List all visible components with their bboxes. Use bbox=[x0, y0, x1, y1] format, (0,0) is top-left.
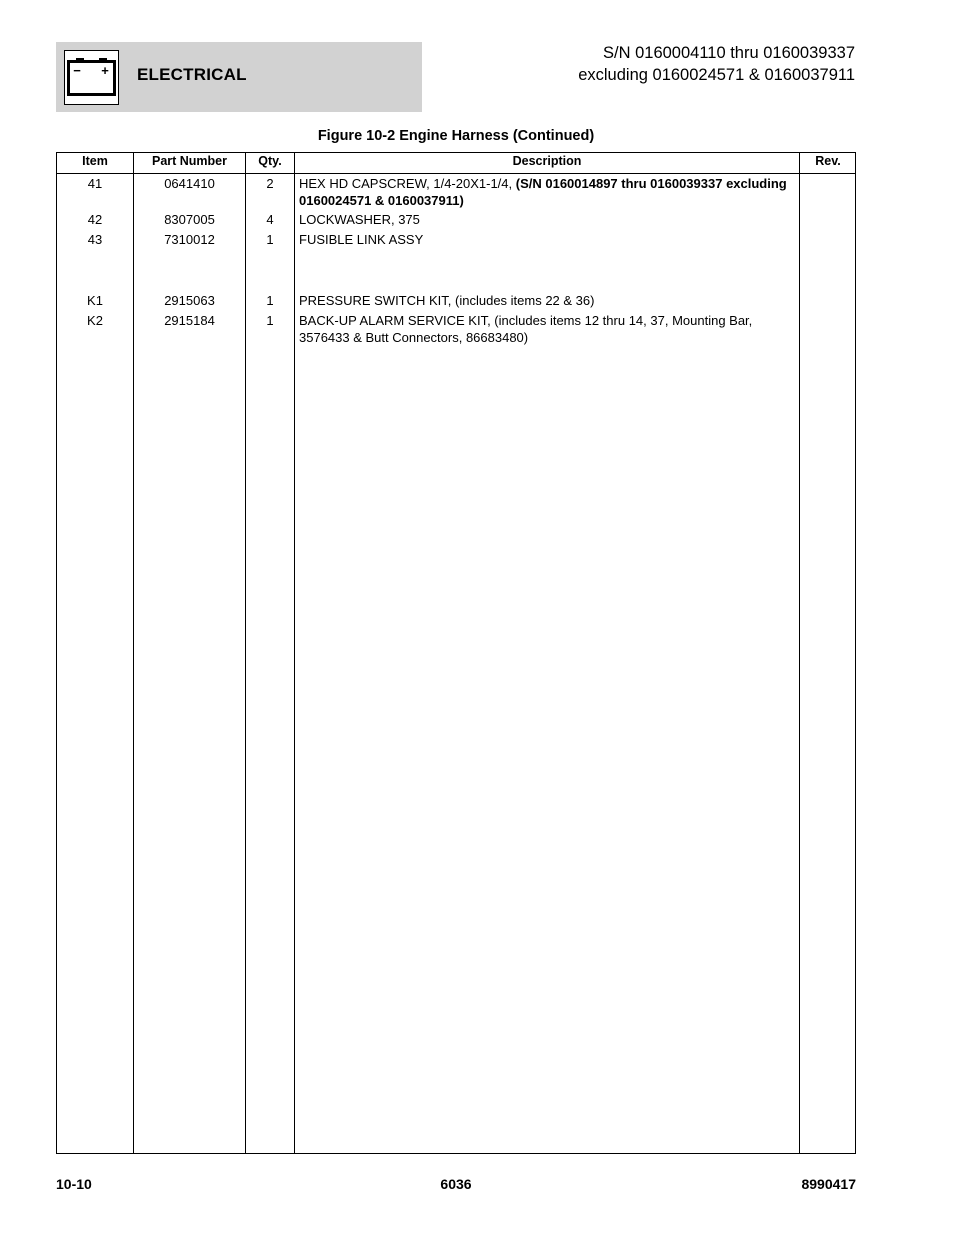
manual-number: 8990417 bbox=[801, 1176, 856, 1192]
item-number: 41 bbox=[87, 176, 103, 191]
part-number: 7310012 bbox=[164, 232, 215, 247]
battery-icon bbox=[64, 50, 119, 105]
column-header-part-number: Part Number bbox=[151, 154, 228, 168]
description: FUSIBLE LINK ASSY bbox=[299, 232, 424, 247]
section-title: ELECTRICAL bbox=[137, 65, 247, 84]
quantity: 1 bbox=[266, 232, 274, 247]
column-header-item: Item bbox=[82, 154, 108, 168]
column-header-qty: Qty. bbox=[258, 154, 282, 168]
column-divider bbox=[294, 153, 295, 1153]
minus-sign: − bbox=[73, 63, 81, 78]
serial-range bbox=[578, 42, 855, 86]
description: LOCKWASHER, 375 bbox=[299, 212, 420, 227]
description bbox=[299, 175, 794, 209]
part-number: 2915063 bbox=[164, 293, 215, 308]
description: BACK-UP ALARM SERVICE KIT, (includes items 12 thru 14, 37, Mounting Bar, 3576433 & Butt Connectors, 86683480) bbox=[299, 313, 753, 345]
parts-table bbox=[56, 152, 856, 1154]
description-text: HEX HD CAPSCREW, 1/4-20X1-1/4, bbox=[299, 176, 516, 191]
quantity: 4 bbox=[266, 212, 274, 227]
header-divider bbox=[57, 173, 855, 174]
page-number: 10-10 bbox=[56, 1176, 92, 1192]
model-number: 6036 bbox=[440, 1176, 472, 1192]
description-serial-note: (S/N 0160014897 thru 0160039337 excluding 0160024571 & 0160037911) bbox=[299, 176, 787, 208]
column-header-rev: Rev. bbox=[815, 154, 841, 168]
quantity: 1 bbox=[266, 313, 274, 328]
item-number: 43 bbox=[87, 232, 103, 247]
battery-icon-graphic bbox=[65, 51, 118, 104]
serial-line-1: S/N 0160004110 thru 0160039337 bbox=[603, 44, 855, 62]
quantity: 1 bbox=[266, 293, 274, 308]
item-number: 42 bbox=[87, 212, 103, 227]
figure-title: Figure 10-2 Engine Harness (Continued) bbox=[317, 128, 595, 144]
item-number: K1 bbox=[87, 293, 103, 308]
description: PRESSURE SWITCH KIT, (includes items 22 & 36) bbox=[299, 293, 595, 308]
part-number: 0641410 bbox=[164, 176, 215, 191]
part-number: 8307005 bbox=[164, 212, 215, 227]
plus-sign: + bbox=[101, 63, 109, 78]
column-divider bbox=[799, 153, 800, 1153]
serial-line-2: excluding 0160024571 & 0160037911 bbox=[578, 66, 855, 84]
quantity: 2 bbox=[266, 176, 274, 191]
column-header-description: Description bbox=[512, 154, 582, 168]
item-number: K2 bbox=[87, 313, 103, 328]
part-number: 2915184 bbox=[164, 313, 215, 328]
